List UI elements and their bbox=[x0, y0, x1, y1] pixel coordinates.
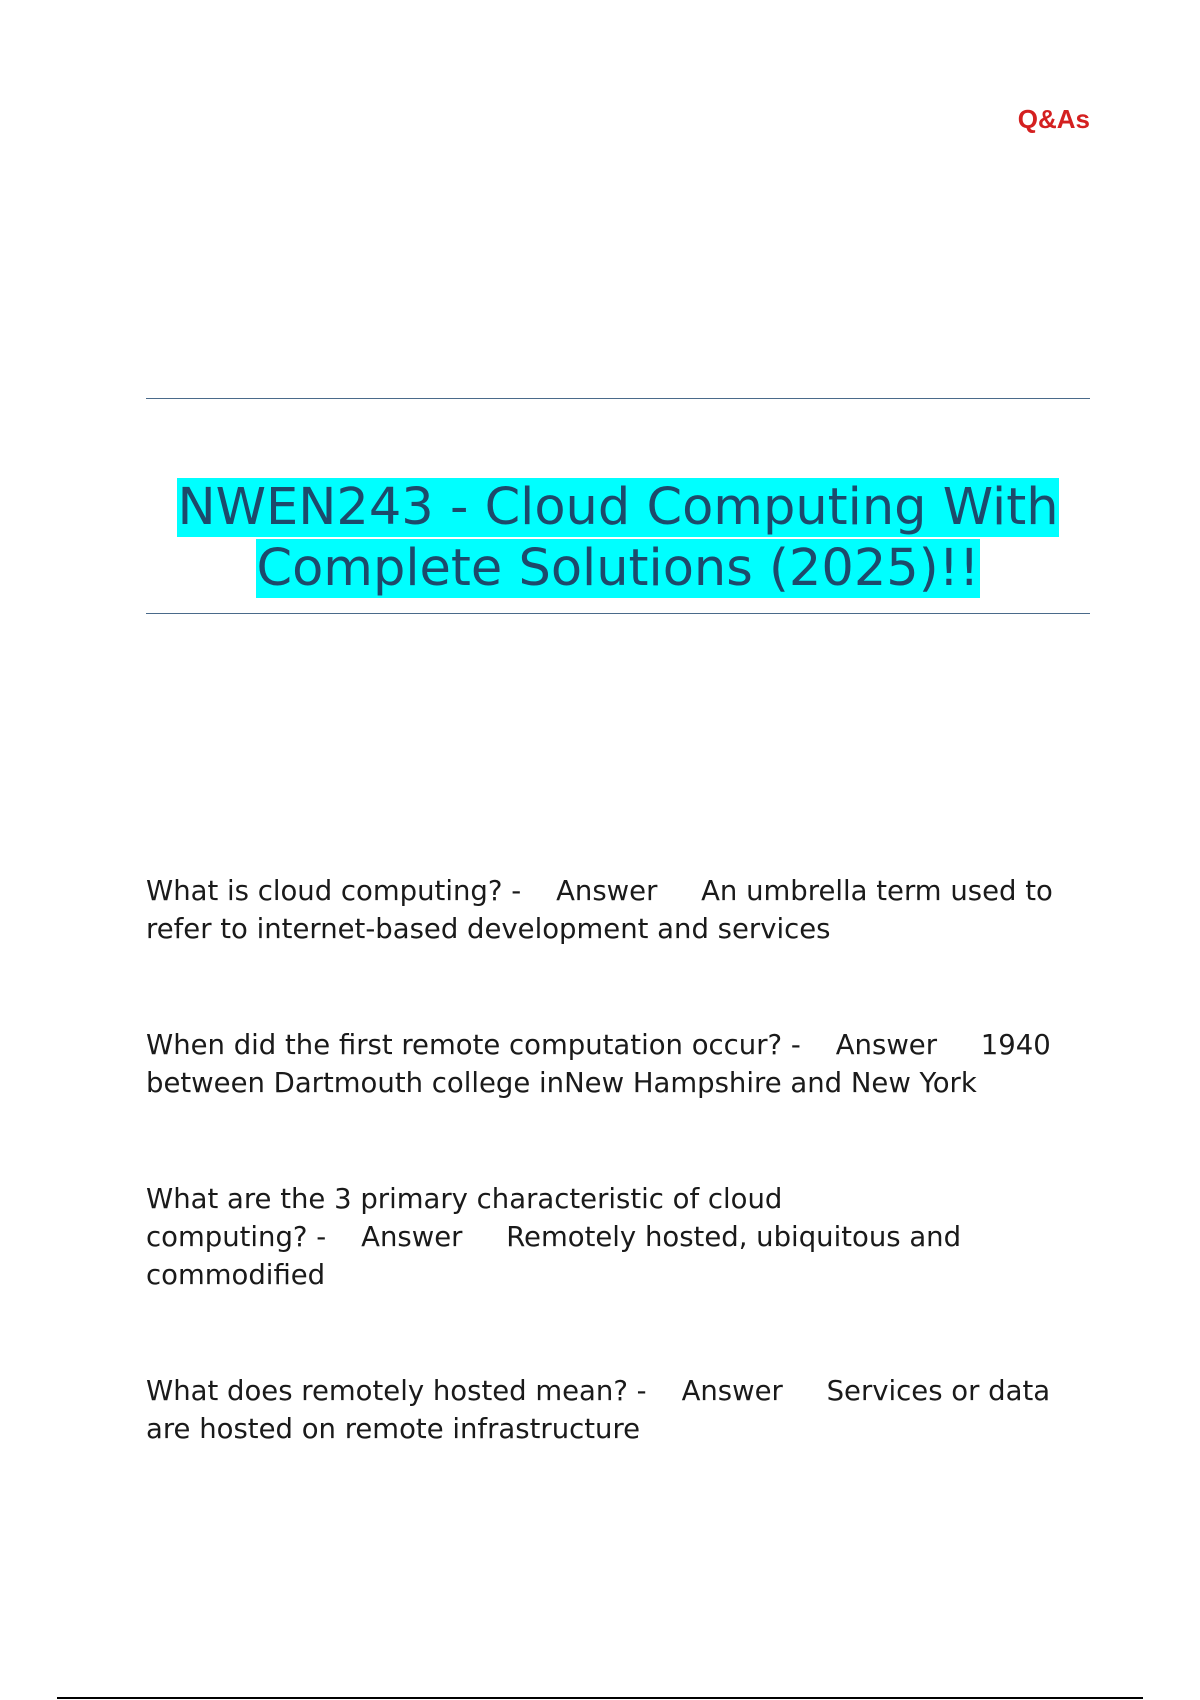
qa-answer-label: Answer bbox=[681, 1375, 783, 1407]
qa-answer: Services or data are hosted on remote infrastructure bbox=[146, 1375, 1059, 1445]
qa-item: What does remotely hosted mean? - Answer Services or data are hosted on remote infrastructure bbox=[146, 1375, 1059, 1445]
document-title-text: NWEN243 - Cloud Computing With Complete Solutions (2025)!! bbox=[177, 478, 1059, 598]
qa-item: What is cloud computing? - Answer An umbrella term used to refer to internet-based development and services bbox=[146, 875, 1062, 945]
qa-question: When did the first remote computation occur? bbox=[146, 1029, 783, 1061]
page-footer-divider bbox=[57, 1697, 1143, 1699]
title-top-divider bbox=[146, 398, 1090, 399]
qa-question: What are the 3 primary characteristic of cloud computing? bbox=[146, 1183, 792, 1253]
qa-answer-label: Answer bbox=[361, 1221, 463, 1253]
qa-question: What does remotely hosted mean? bbox=[146, 1375, 628, 1407]
qa-item: What are the 3 primary characteristic of cloud computing? - Answer Remotely hosted, ubiquitous and commodified bbox=[146, 1183, 970, 1291]
qa-list bbox=[146, 872, 1096, 1526]
qa-answer: An umbrella term used to refer to internet-based development and services bbox=[146, 875, 1062, 945]
qa-answer: 1940 between Dartmouth college inNew Hampshire and New York bbox=[146, 1029, 1060, 1099]
title-bottom-divider bbox=[146, 613, 1090, 614]
qa-answer-label: Answer bbox=[556, 875, 658, 907]
qa-item: When did the first remote computation occur? - Answer 1940 between Dartmouth college inNew Hampshire and New York bbox=[146, 1029, 1060, 1099]
qa-answer-label: Answer bbox=[835, 1029, 938, 1061]
qas-header-tag: Q&As bbox=[1017, 104, 1090, 134]
qa-answer: Remotely hosted, ubiquitous and commodified bbox=[146, 1221, 970, 1291]
qa-question: What is cloud computing? bbox=[146, 875, 503, 907]
document-title bbox=[146, 477, 1090, 599]
